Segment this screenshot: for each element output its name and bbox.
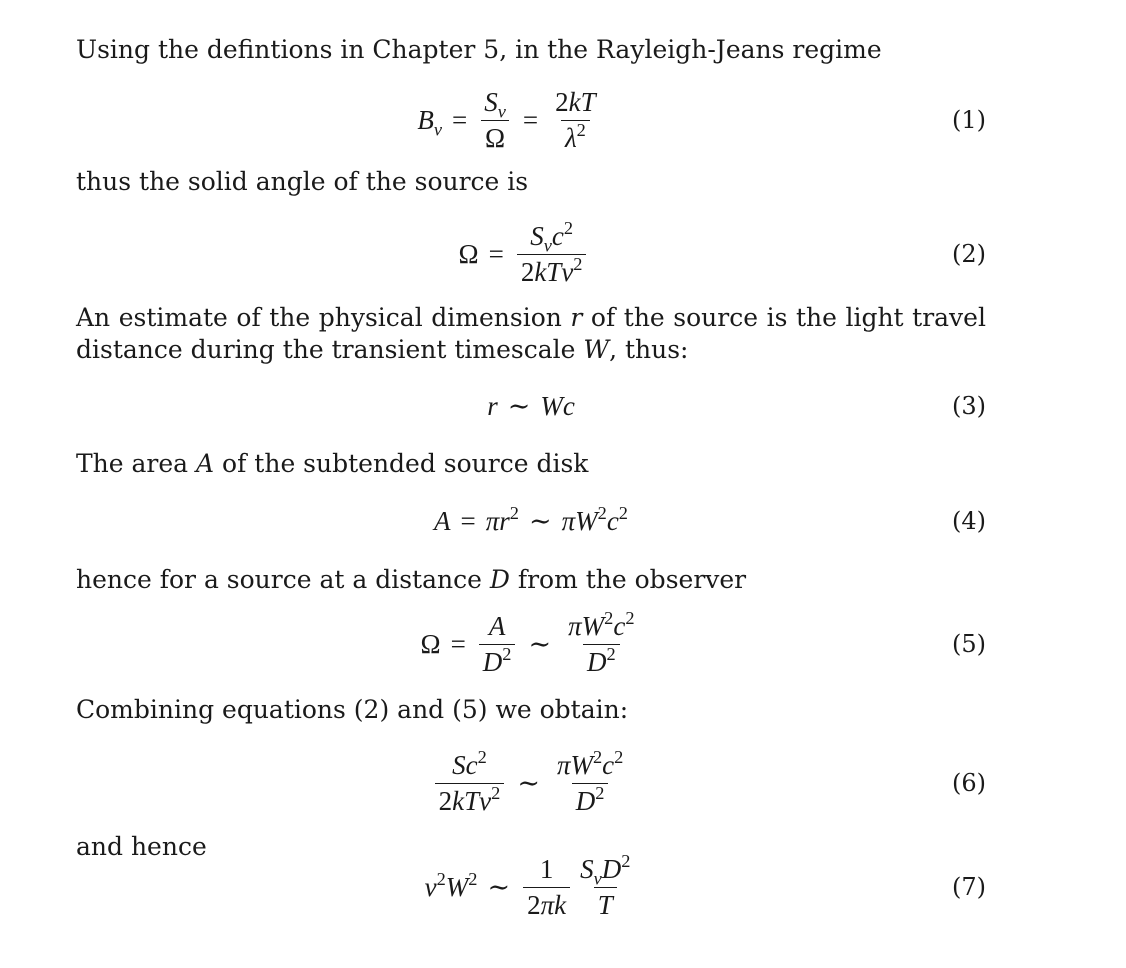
paragraph-intro [76, 34, 986, 66]
equation-2-number: (2) [952, 240, 986, 268]
equation-2 [76, 218, 986, 287]
equation-7 [76, 851, 986, 920]
p5-var-d: D [489, 565, 510, 594]
equation-4 [76, 502, 986, 540]
p3-var-r: r [570, 303, 583, 332]
equation-3 [76, 388, 986, 424]
equation-1-body: $B_\nu$ = $\frac{S_\nu}{\Omega}$ = $\frac{2kT}{\lambda^2}$ [417, 87, 596, 153]
equation-2-body: Ω = $\frac{S_\nu c^2}{2kT\nu^2}$ [459, 222, 590, 286]
equation-1 [76, 88, 986, 152]
paragraph-combining [76, 694, 986, 726]
equation-3-body: r ∼ Wc [487, 390, 575, 421]
equation-5-body: Ω = $\frac{A}{D^2}$ ∼ $\frac{\pi W^2c^2}{D^2}$ [420, 608, 635, 677]
paragraph-area [76, 448, 986, 480]
p3-text-3: , thus: [609, 335, 689, 364]
paragraph-distance [76, 564, 986, 596]
paragraph-physical-dimension [76, 302, 986, 366]
paragraph-intro-text: Using the defintions in Chapter 5, in the Rayleigh-Jeans regime [76, 35, 882, 64]
equation-7-number: (7) [952, 873, 986, 901]
p3-text-2: of the source is the light travel distance during the transient timescale [76, 303, 986, 364]
equation-6 [76, 747, 986, 816]
paragraph-solid-angle-text: thus the solid angle of the source is [76, 167, 529, 196]
p4-var-a: A [196, 449, 215, 478]
paragraph-solid-angle [76, 166, 986, 198]
paragraph-combining-text: Combining equations (2) and (5) we obtain: [76, 695, 629, 724]
p4-text-1: The area [76, 449, 197, 478]
p3-text-1: An estimate of the physical dimension [76, 303, 571, 332]
equation-3-number: (3) [952, 392, 986, 420]
p3-var-w: W [583, 335, 610, 364]
equation-6-number: (6) [952, 769, 986, 797]
equation-5 [76, 608, 986, 677]
equation-1-number: (1) [952, 106, 986, 134]
equation-7-body: $\nu^2W^2$ ∼ $\frac{1}{2\pi k}$ $\frac{S_\nu D^2}{T}$ [424, 851, 631, 920]
p5-text-1: hence for a source at a distance [76, 565, 490, 594]
paragraph-and-hence-text: and hence [76, 832, 207, 861]
equation-4-body: A = $\pi r^2$ ∼ $\pi W^2c^2$ [434, 502, 628, 536]
equation-6-body: $\frac{Sc^2}{2kT\nu^2}$ ∼ $\frac{\pi W^2c^2}{D^2}$ [432, 751, 631, 815]
equation-5-number: (5) [952, 630, 986, 658]
p4-text-2: of the subtended source disk [214, 449, 589, 478]
p5-text-2: from the observer [509, 565, 747, 594]
equation-4-number: (4) [952, 507, 986, 535]
